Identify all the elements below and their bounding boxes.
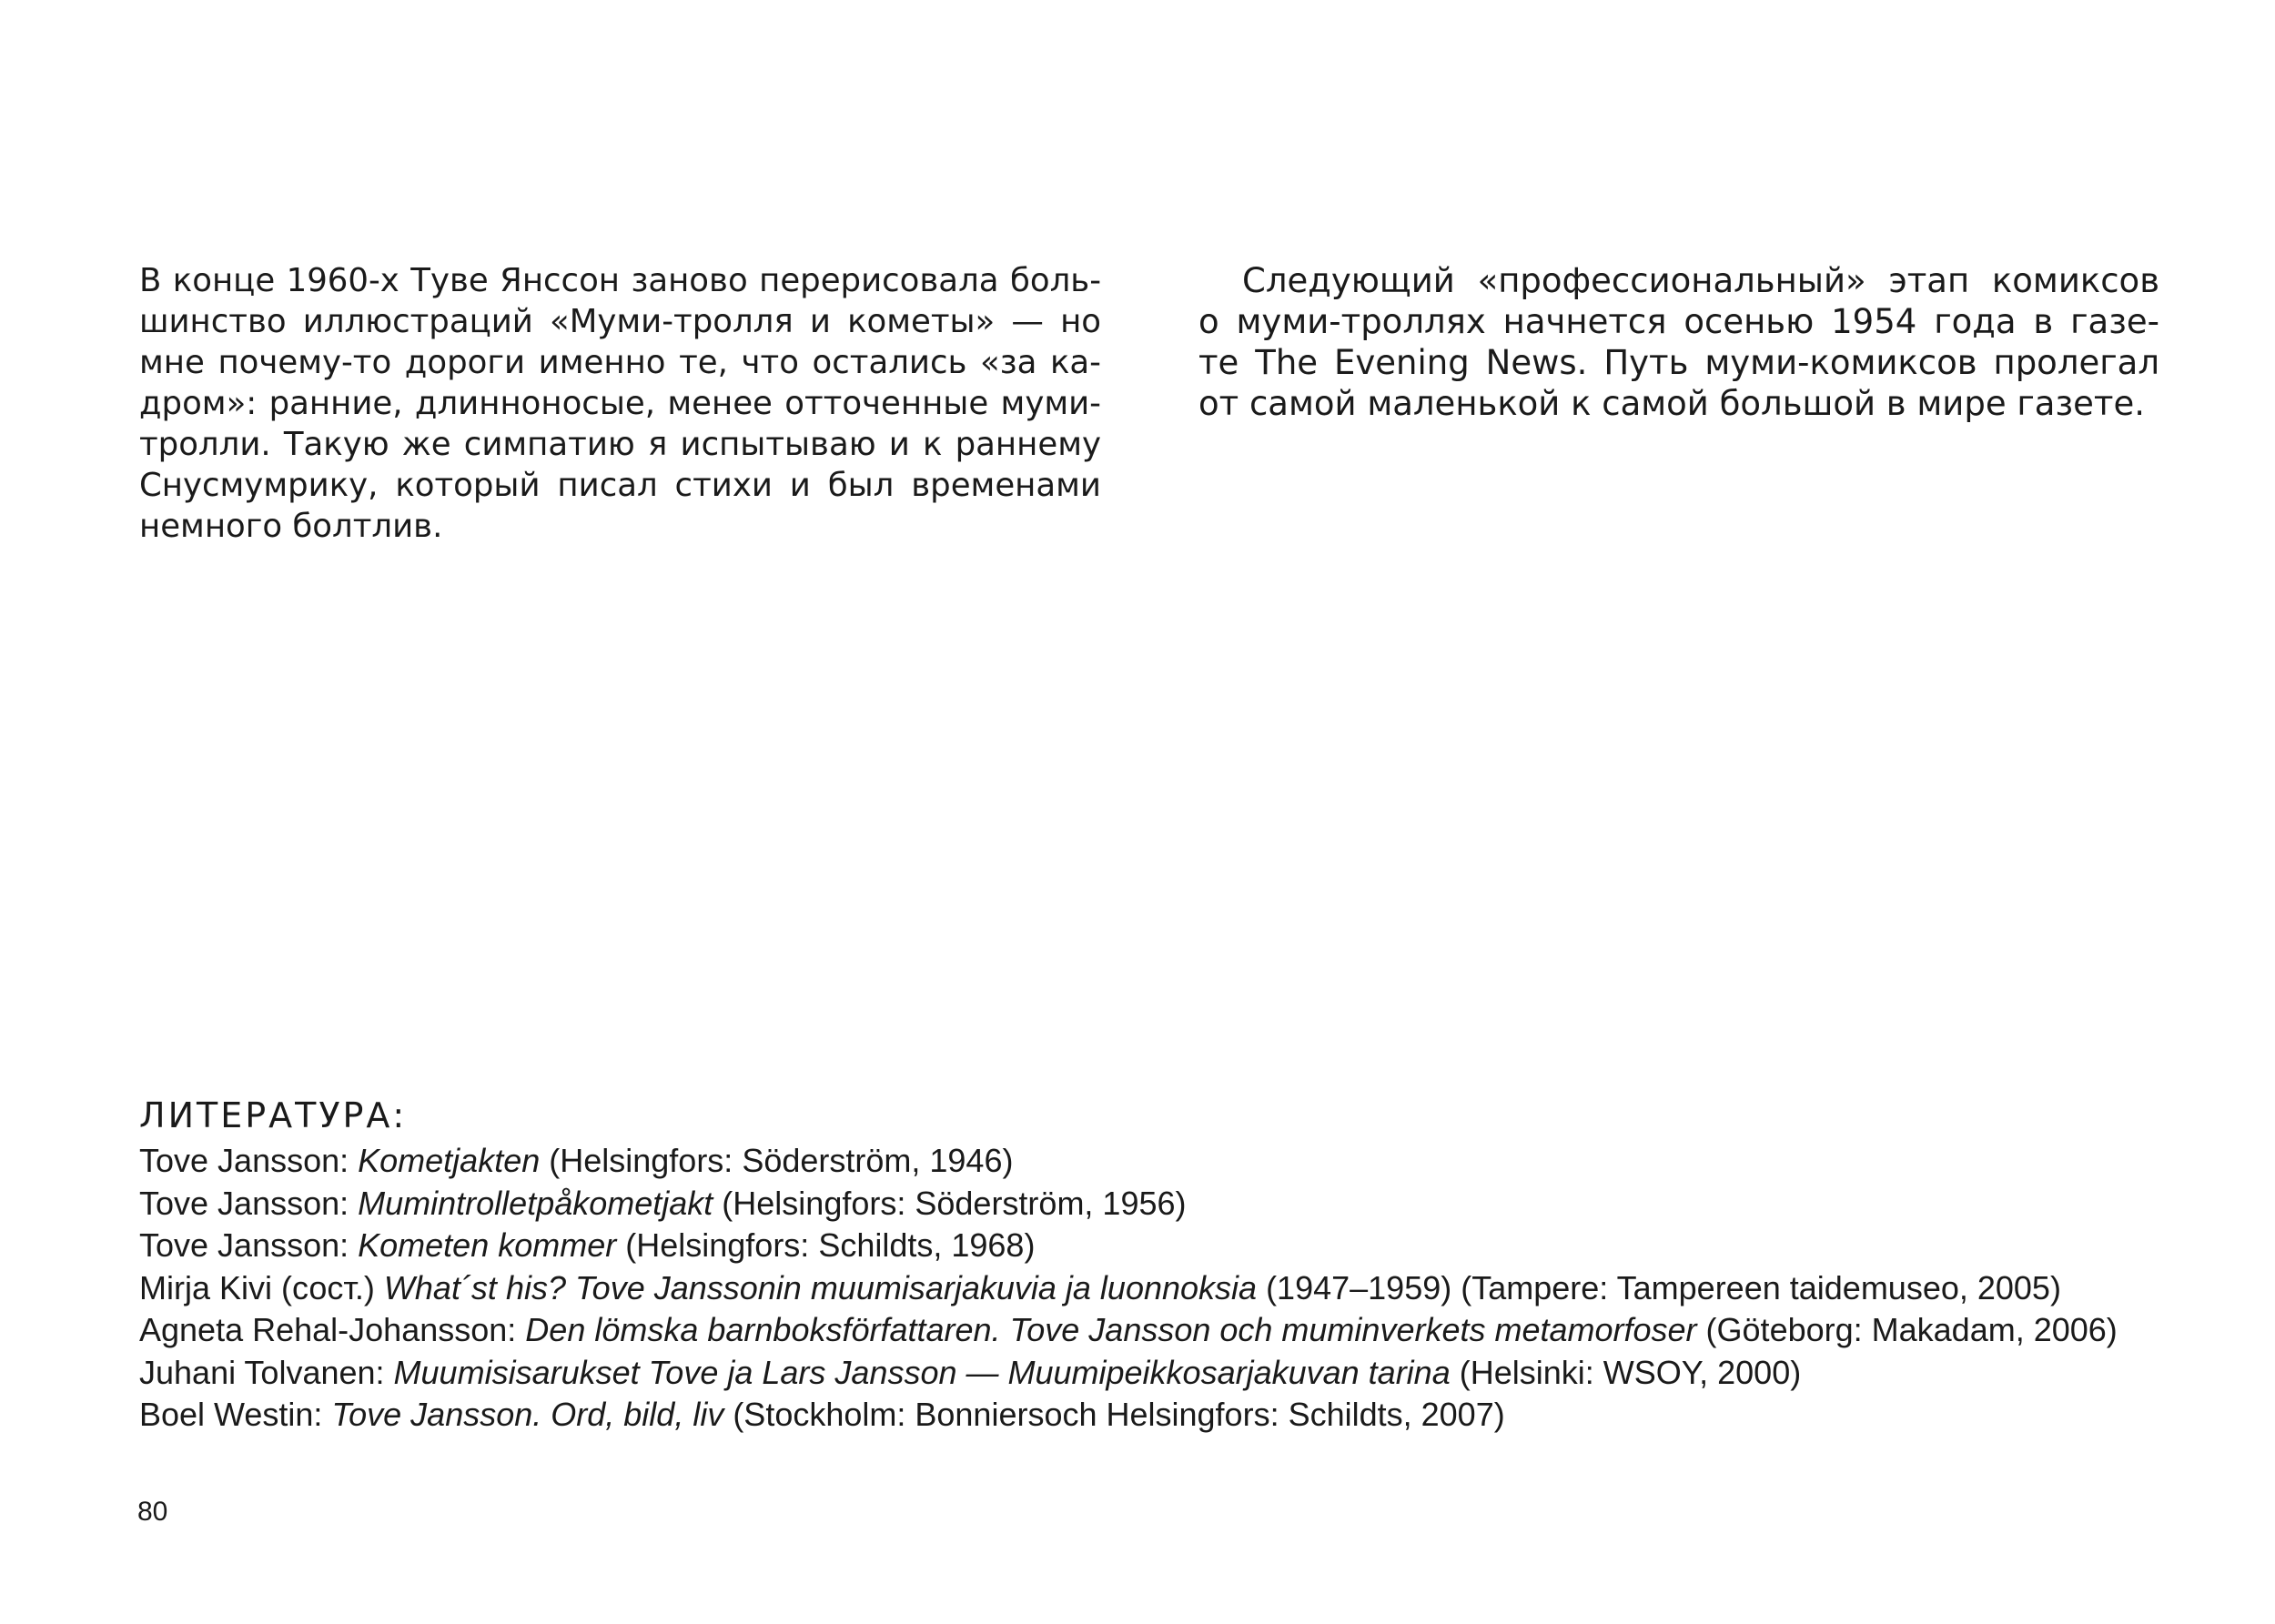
literature-entry [139, 1267, 2118, 1310]
entry-publication: (Helsinki: WSOY, 2000) [1450, 1353, 1802, 1391]
literature-entry [139, 1394, 2118, 1437]
entry-title: Kometen kommer [358, 1226, 617, 1264]
entry-title: Muumisisarukset Tove ja Lars Jansson — Muumipeikkosarjakuvan tarina [393, 1353, 1451, 1391]
entry-author: Boel Westin: [139, 1396, 332, 1433]
literature-entry [139, 1309, 2118, 1352]
entry-title: Kometjakten [358, 1142, 541, 1179]
paragraph-line: от самой маленькой к самой большой в мире газете. [1198, 384, 2145, 423]
paragraph-line: те The Evening News. Путь муми-комиксов пролегал [1198, 343, 2159, 382]
page-number: 80 [137, 1497, 168, 1527]
paragraph-line: Снусмумрику, который писал стихи и был временами [139, 467, 1101, 504]
right-column-paragraph [1198, 260, 2159, 424]
entry-author: Tove Jansson: [139, 1184, 359, 1222]
entry-title: Den lömska barnboksförfattaren. Tove Jansson och muminverkets metamorfoser [525, 1311, 1697, 1348]
entry-publication: (Helsingfors: Schildts, 1968) [616, 1226, 1036, 1264]
entry-author: Agneta Rehal-Johansson: [139, 1311, 526, 1348]
paragraph-line: дром»: ранние, длинноносые, менее отточенные муми- [139, 385, 1101, 422]
entry-publication: (1947–1959) (Tampere: Tampereen taidemuseo, 2005) [1257, 1268, 2061, 1306]
entry-author: Tove Jansson: [139, 1142, 359, 1179]
entry-title: Mumintrolletpåkometjakt [358, 1184, 713, 1222]
entry-title: Tove Jansson. Ord, bild, liv [331, 1396, 724, 1433]
paragraph-line: мне почему-то дороги именно те, что остались «за ка- [139, 344, 1101, 381]
paragraph-line: В конце 1960-х Туве Янссон заново перерисовала боль- [139, 262, 1101, 299]
literature-entry [139, 1183, 2118, 1226]
paragraph-line: о муми-троллях начнется осенью 1954 года в газе- [1198, 302, 2159, 341]
paragraph-line: тролли. Такую же симпатию я испытываю и к раннему [139, 426, 1101, 463]
entry-author: Mirja Kivi (сост.) [139, 1268, 384, 1306]
paragraph-line: Следующий «профессиональный» этап комиксов [1242, 261, 2159, 300]
literature-entry [139, 1140, 2118, 1183]
entry-publication: (Göteborg: Makadam, 2006) [1696, 1311, 2118, 1348]
literature-entry [139, 1352, 2118, 1395]
literature-heading: ЛИТЕРАТУРА: [139, 1095, 408, 1135]
entry-author: Tove Jansson: [139, 1226, 359, 1264]
literature-entry [139, 1225, 2118, 1267]
paragraph-line: немного болтлив. [139, 508, 443, 545]
entry-title: What´st his? Tove Janssonin muumisarjakuvia ja luonnoksia [383, 1268, 1258, 1306]
paragraph-line: шинство иллюстраций «Муми-тролля и кометы» — но [139, 303, 1101, 340]
left-column-paragraph [139, 260, 1101, 547]
entry-publication: (Helsingfors: Söderström, 1946) [540, 1142, 1014, 1179]
entry-publication: (Helsingfors: Söderström, 1956) [713, 1184, 1187, 1222]
entry-author: Juhani Tolvanen: [139, 1353, 394, 1391]
entry-publication: (Stockholm: Bonniersoch Helsingfors: Schildts, 2007) [723, 1396, 1505, 1433]
literature-list [139, 1140, 2118, 1437]
